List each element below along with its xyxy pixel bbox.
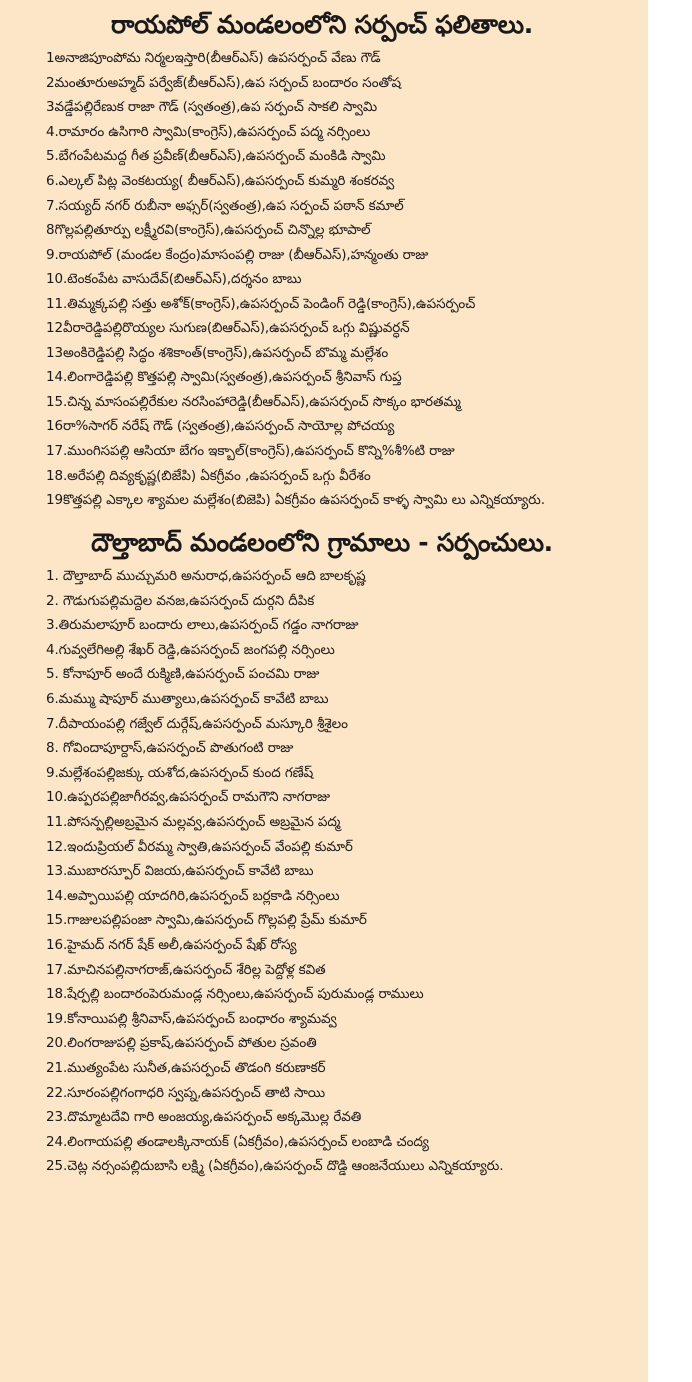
rayapol-entry-10: 10.టెంకంపేట వాసుదేవ్(బిఆర్ఎస్),దర్శనం బాబు [46,271,302,288]
rayapol-results-list [6,46,638,512]
rayapol-entry-19: 19కొత్తపల్లి ఎక్కాల శ్యామల మల్లేశం(బిజెపి) ఏకగ్రీవం ఉపసర్పంచ్ కాళ్ళ స్వామి లు ఎన్నికయ్యారు. [46,492,545,509]
daulatabad-entry-11: 11.పోసన్పల్లిఅబ్రమైన మల్లవ్వ,ఉపసర్పంచ్ అబ్రమైన పద్మ [46,814,341,831]
rayapol-entry-2: 2మంతూరుఅహ్మద్ పర్వేజ్(బీఆర్ఎస్),ఉప సర్పంచ్ బందారం సంతోష [46,74,402,91]
daulatabad-entry-24: 24.లింగాయపల్లి తండాలక్కినాయక్ (ఏకగ్రీవం),ఉపసర్పంచ్ లంబాడి చంద్య [46,1133,429,1150]
rayapol-entry-12: 12వీరారెడ్డిపల్లిరొయ్యల సుగుణ(బిఆర్ఎస్),ఉపసర్పంచ్ ఒగ్గు విష్ణువర్ధన్ [46,319,410,336]
daulatabad-entry-23: 23.దొమ్మాటదేవి గారి అంజయ్య,ఉపసర్పంచ్ అక్కమొల్ల రేవతి [46,1109,362,1126]
daulatabad-results-list [6,564,638,1178]
rayapol-results-heading: రాయపోల్ మండలంలోని సర్పంచ్ ఫలితాలు. [111,10,533,39]
rayapol-entry-11: 11.తిమ్మక్కపల్లి సత్తు అశోక్(కాంగ్రెస్),ఉపసర్పంచ్ పెండింగ్ రెడ్డి(కాంగ్రెస్),ఉపసర్పంచ్ [46,295,476,312]
daulatabad-entry-18: 18.షేర్పల్లి బందారంపెరుమండ్ల నర్సింలు,ఉపసర్పంచ్ పురుమండ్ల రాములు [46,986,424,1003]
daulatabad-entry-10: 10.ఉప్పరపల్లిజాగీరవ్వ,ఉపసర్పంచ్ రామగౌని నాగరాజు [46,789,330,806]
rayapol-entry-18: 18.అరేపల్లి దివ్యకృష్ణ(బిజేపి) ఏకగ్రీవం ,ఉపసర్పంచ్ ఒగ్గు వీరేశం [46,467,371,484]
rayapol-entry-9: 9.రాయపోల్ (మండల కేంద్రం)మాసంపల్లి రాజు (బీఆర్ఎస్),హన్మంతు రాజు [46,246,429,263]
daulatabad-entry-9: 9.మల్లేశంపల్లిజక్కు యశోద,ఉపసర్పంచ్ కుంద గణేష్ [46,764,314,781]
daulatabad-entry-15: 15.గాజులపల్లిపంజా స్వామి,ఉపసర్పంచ్ గొల్లపల్లి ప్రేమ్ కుమార్ [46,912,367,929]
rayapol-entry-7: 7.సయ్యద్ నగర్ రుబీనా అఫ్సర్(స్వతంత్ర),ఉప సర్పంచ్ పఠాన్ కమాల్ [46,197,404,214]
rayapol-entry-13: 13అంకిరెడ్డిపల్లి సిద్ధం శశికాంత్(కాంగ్రెస్),ఉపసర్పంచ్ బొమ్మ మల్లేశం [46,344,389,361]
daulatabad-entry-1: 1. దౌల్తాబాద్ ముచ్చుమరి అనురాధ,ఉపసర్పంచ్ ఆది బాలకృష్ణ [46,568,366,585]
daulatabad-entry-14: 14.అప్పాయిపల్లి యాదగిరి,ఉపసర్పంచ్ బర్లకాడి నర్సింలు [46,887,340,904]
daulatabad-entry-3: 3.తిరుమలాపూర్ బందారు లాలు,ఉపసర్పంచ్ గడ్డం నాగరాజు [46,617,359,634]
daulatabad-entry-25: 25.చెట్ల నర్సంపల్లిదుబాసి లక్ష్మి (ఏకగ్రీవం),ఉపసర్పంచ్ దొడ్డి ఆంజనేయులు ఎన్నికయ్యారు. [46,1158,504,1175]
rayapol-entry-3: 3వడ్డేపల్లిరేణుక రాజా గౌడ్ (స్వతంత్ర),ఉప సర్పంచ్ సాకలి స్వామి [46,99,378,116]
rayapol-entry-14: 14.లింగారెడ్డిపల్లి కొత్తపల్లి స్వామి(స్వతంత్ర),ఉపసర్పంచ్ శ్రీనివాస్ గుప్త [46,369,402,386]
daulatabad-entry-22: 22.సూరంపల్లిగంగాధరి స్వప్న,ఉపసర్పంచ్ తాటి సాయి [46,1084,326,1101]
daulatabad-entry-16: 16.హైమద్ నగర్ షేక్ అలీ,ఉపసర్పంచ్ షేఖ్ రోస్య [46,937,297,953]
rayapol-entry-6: 6.ఎల్కల్ పిట్ల వెంకటయ్య( బీఆర్ఎస్),ఉపసర్పంచ్ కుమ్మరి శంకరవ్వ [46,172,395,189]
daulatabad-entry-7: 7.దీపాయంపల్లి గజ్వేల్ దుర్గేష్,ఉపసర్పంచ్ మస్కూరి శ్రీశైలం [46,715,348,732]
daulatabad-entry-5: 5. కోనాపూర్ అందే రుక్మిణి,ఉపసర్పంచ్ పంచమి రాజు [46,666,320,683]
daulatabad-entry-17: 17.మాచినపల్లినాగరాజ్,ఉపసర్పంచ్ శేరిల్ల పెద్దోళ్ల కవిత [46,961,326,978]
daulatabad-entry-12: 12.ఇందుప్రియల్ వీరమ్మ స్వాతి,ఉపసర్పంచ్ వేంపల్లి కుమార్ [46,838,353,855]
rayapol-entry-5: 5.బేగంపేటమద్ద గీత ప్రవీణ్(బీఆర్ఎస్),ఉపసర్పంచ్ మంకిడి స్వామి [46,148,386,165]
rayapol-entry-15: 15.చిన్న మాసంపల్లిరేకుల నరసింహారెడ్డి(బీఆర్ఎస్),ఉపసర్పంచ్ సొక్కం భారతమ్మ [46,393,461,410]
daulatabad-entry-8: 8. గోవిందాపూర్దాస్,ఉపసర్పంచ్ పొతుగంటి రాజు [46,740,294,757]
daulatabad-entry-4: 4.గువ్వలేగిఅల్లి శేఖర్ రెడ్డి,ఉపసర్పంచ్ జంగపల్లి నర్సింలు [46,641,335,658]
daulatabad-entry-2: 2. గౌడుగుపల్లిమద్దెల వనజ,ఉపసర్పంచ్ దుర్గని దీపిక [46,592,315,609]
rayapol-entry-8: 8గొల్లపల్లితూర్పు లక్ష్మీరవి(కాంగ్రెస్),ఉపసర్పంచ్ చిన్నొల్ల భూపాల్ [46,222,371,239]
rayapol-entry-1: 1అనాజిపూంపోమ నిర్మలఇస్తారి(బీఆర్ఎస్) ఉపసర్పంచ్ వేణు గౌడ్ [46,50,381,66]
daulatabad-entry-13: 13.ముబారస్పూర్ విజయ,ఉపసర్పంచ్ కావేటి బాబు [46,863,314,880]
rayapol-entry-16: 16రా%సాగర్ నరేష్ గౌడ్ (స్వతంత్ర),ఉపసర్పంచ్ సాయోల్ల పోచయ్య [46,418,395,435]
rayapol-entry-17: 17.ముంగిసపల్లి ఆసియా బేగం ఇక్బాల్(కాంగ్రెస్),ఉపసర్పంచ్ కొన్ని%శీ%టి రాజు [46,442,455,459]
daulatabad-results-heading: దౌల్తాబాద్ మండలంలోని గ్రామాలు - సర్పంచులు. [91,528,553,558]
daulatabad-entry-19: 19.కోనాయిపల్లి శ్రీనివాస్,ఉపసర్పంచ్ బంధారం శ్యామవ్వ [46,1010,337,1027]
daulatabad-entry-20: 20.లింగరాజుపల్లి ప్రకాష్,ఉపసర్పంచ్ పోతుల స్రవంతి [46,1035,317,1052]
daulatabad-entry-21: 21.ముత్యంపేట సునీత,ఉపసర్పంచ్ తొడంగి కరుణాకర్ [46,1059,326,1076]
daulatabad-entry-6: 6.మమ్ము షాపూర్ ముత్యాలు,ఉపసర్పంచ్ కావేటి బాబు [46,691,329,708]
rayapol-entry-4: 4.రామారం ఉసిగారి స్వామి(కాంగ్రెస్),ఉపసర్పంచ్ పద్మ నర్సింలు [46,123,371,140]
